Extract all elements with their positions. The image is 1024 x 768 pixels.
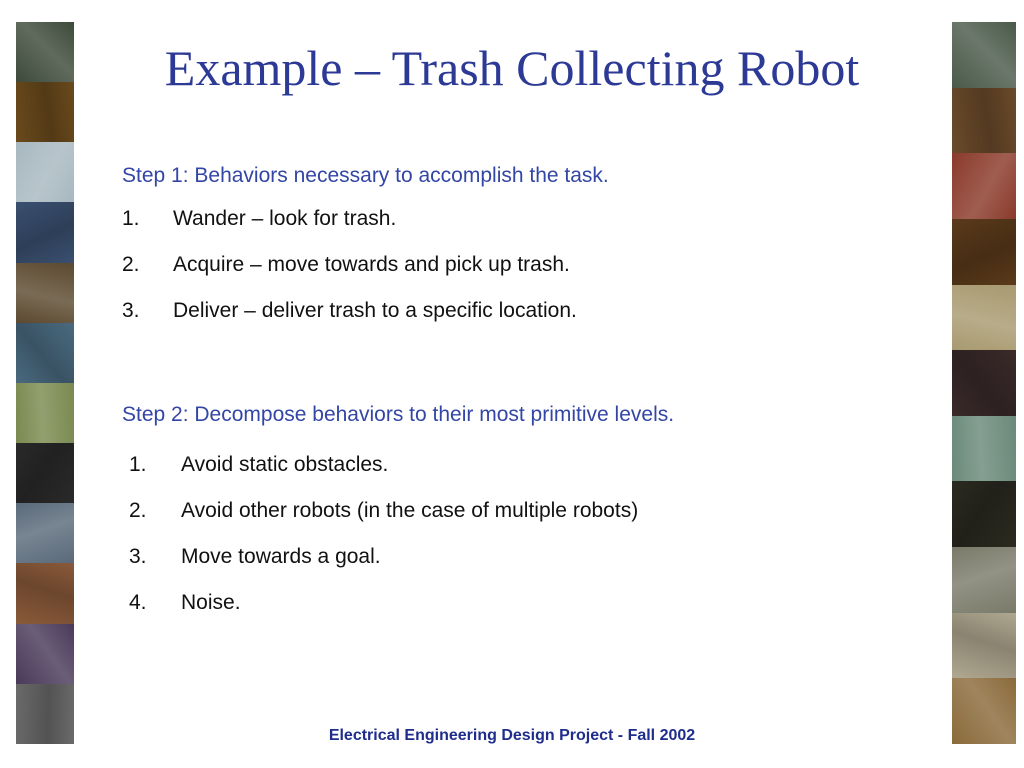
collage-photo-tile — [16, 202, 74, 262]
right-photo-collage — [952, 22, 1016, 744]
step-1-list — [122, 206, 822, 344]
step-1-heading: Step 1: Behaviors necessary to accomplish the task. — [122, 164, 609, 187]
collage-photo-tile — [16, 383, 74, 443]
list-item — [129, 498, 829, 544]
collage-photo-tile — [952, 285, 1016, 351]
list-item-number: 1. — [122, 207, 140, 230]
list-item — [122, 252, 822, 298]
list-item — [129, 544, 829, 590]
collage-photo-tile — [16, 563, 74, 623]
list-item-number: 2. — [129, 499, 147, 522]
collage-photo-tile — [16, 624, 74, 684]
list-item-number: 3. — [122, 299, 140, 322]
collage-photo-tile — [16, 323, 74, 383]
collage-photo-tile — [952, 547, 1016, 613]
left-photo-collage — [16, 22, 74, 744]
collage-photo-tile — [952, 153, 1016, 219]
collage-photo-tile — [16, 503, 74, 563]
list-item — [122, 298, 822, 344]
list-item-number: 2. — [122, 253, 140, 276]
collage-photo-tile — [952, 613, 1016, 679]
list-item-text: Deliver – deliver trash to a specific location. — [173, 299, 577, 322]
collage-photo-tile — [16, 142, 74, 202]
list-item-text: Wander – look for trash. — [173, 207, 397, 230]
collage-photo-tile — [952, 219, 1016, 285]
collage-photo-tile — [952, 416, 1016, 482]
list-item — [122, 206, 822, 252]
list-item-text: Acquire – move towards and pick up trash. — [173, 253, 570, 276]
step-2-list — [129, 452, 829, 636]
slide-footer: Electrical Engineering Design Project - Fall 2002 — [328, 727, 696, 744]
list-item-number: 3. — [129, 545, 147, 568]
list-item-text: Avoid other robots (in the case of multiple robots) — [181, 499, 639, 522]
list-item-number: 1. — [129, 453, 147, 476]
collage-photo-tile — [16, 263, 74, 323]
list-item-text: Noise. — [181, 591, 241, 614]
collage-photo-tile — [952, 350, 1016, 416]
slide-title: Example – Trash Collecting Robot — [164, 40, 860, 96]
collage-photo-tile — [16, 443, 74, 503]
step-2-heading: Step 2: Decompose behaviors to their most primitive levels. — [122, 403, 675, 426]
collage-photo-tile — [952, 481, 1016, 547]
list-item — [129, 452, 829, 498]
list-item-text: Avoid static obstacles. — [181, 453, 389, 476]
list-item-number: 4. — [129, 591, 147, 614]
list-item — [129, 590, 829, 636]
list-item-text: Move towards a goal. — [181, 545, 381, 568]
